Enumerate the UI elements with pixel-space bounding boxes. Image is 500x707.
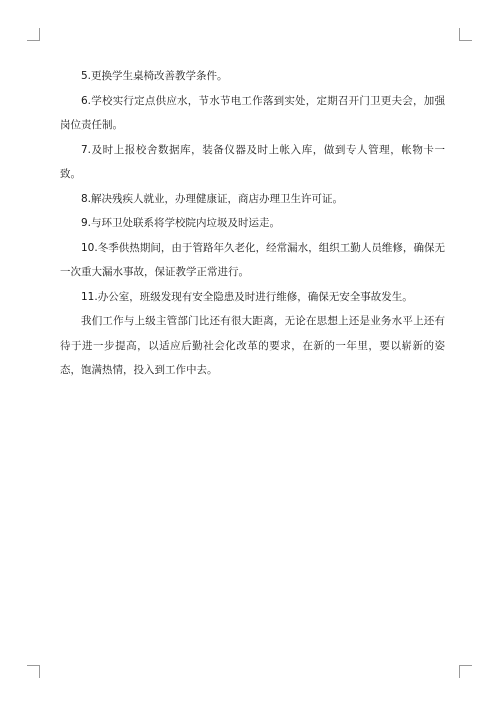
paragraph-item-9: 9.与环卫处联系将学校院内垃圾及时运走。 <box>81 217 281 229</box>
paragraph-item-10: 10.冬季供热期间，由于管路年久老化，经常漏水，组织工勤人员维修，确保无一次重大漏水事故，保证教学正常进行。 <box>60 241 445 278</box>
crop-mark-top-right <box>459 28 472 41</box>
paragraph-item-6: 6.学校实行定点供应水，节水节电工作落到实处，定期召开门卫更夫会，加强岗位责任制。 <box>60 94 445 131</box>
paragraph-summary: 我们工作与上级主管部门比还有很大距离，无论在思想上还是业务水平上还有待于进一步提高，以适应后勤社会化改革的要求，在新的一年里，要以崭新的姿态，饱满热情，投入到工作中去。 <box>60 315 445 376</box>
crop-mark-bottom-right <box>459 665 472 678</box>
document-body <box>60 64 445 383</box>
paragraph-item-7: 7.及时上报校舍数据库，装备仪器及时上帐入库，做到专人管理，帐物卡一致。 <box>60 143 445 180</box>
paragraph-item-5: 5.更换学生桌椅改善教学条件。 <box>81 70 228 82</box>
crop-mark-bottom-left <box>27 665 40 678</box>
paragraph-item-11: 11.办公室，班级发现有安全隐患及时进行维修，确保无安全事故发生。 <box>81 290 413 303</box>
paragraph-item-8: 8.解决残疾人就业，办理健康证，商店办理卫生许可证。 <box>81 192 344 205</box>
crop-mark-top-left <box>27 28 40 41</box>
